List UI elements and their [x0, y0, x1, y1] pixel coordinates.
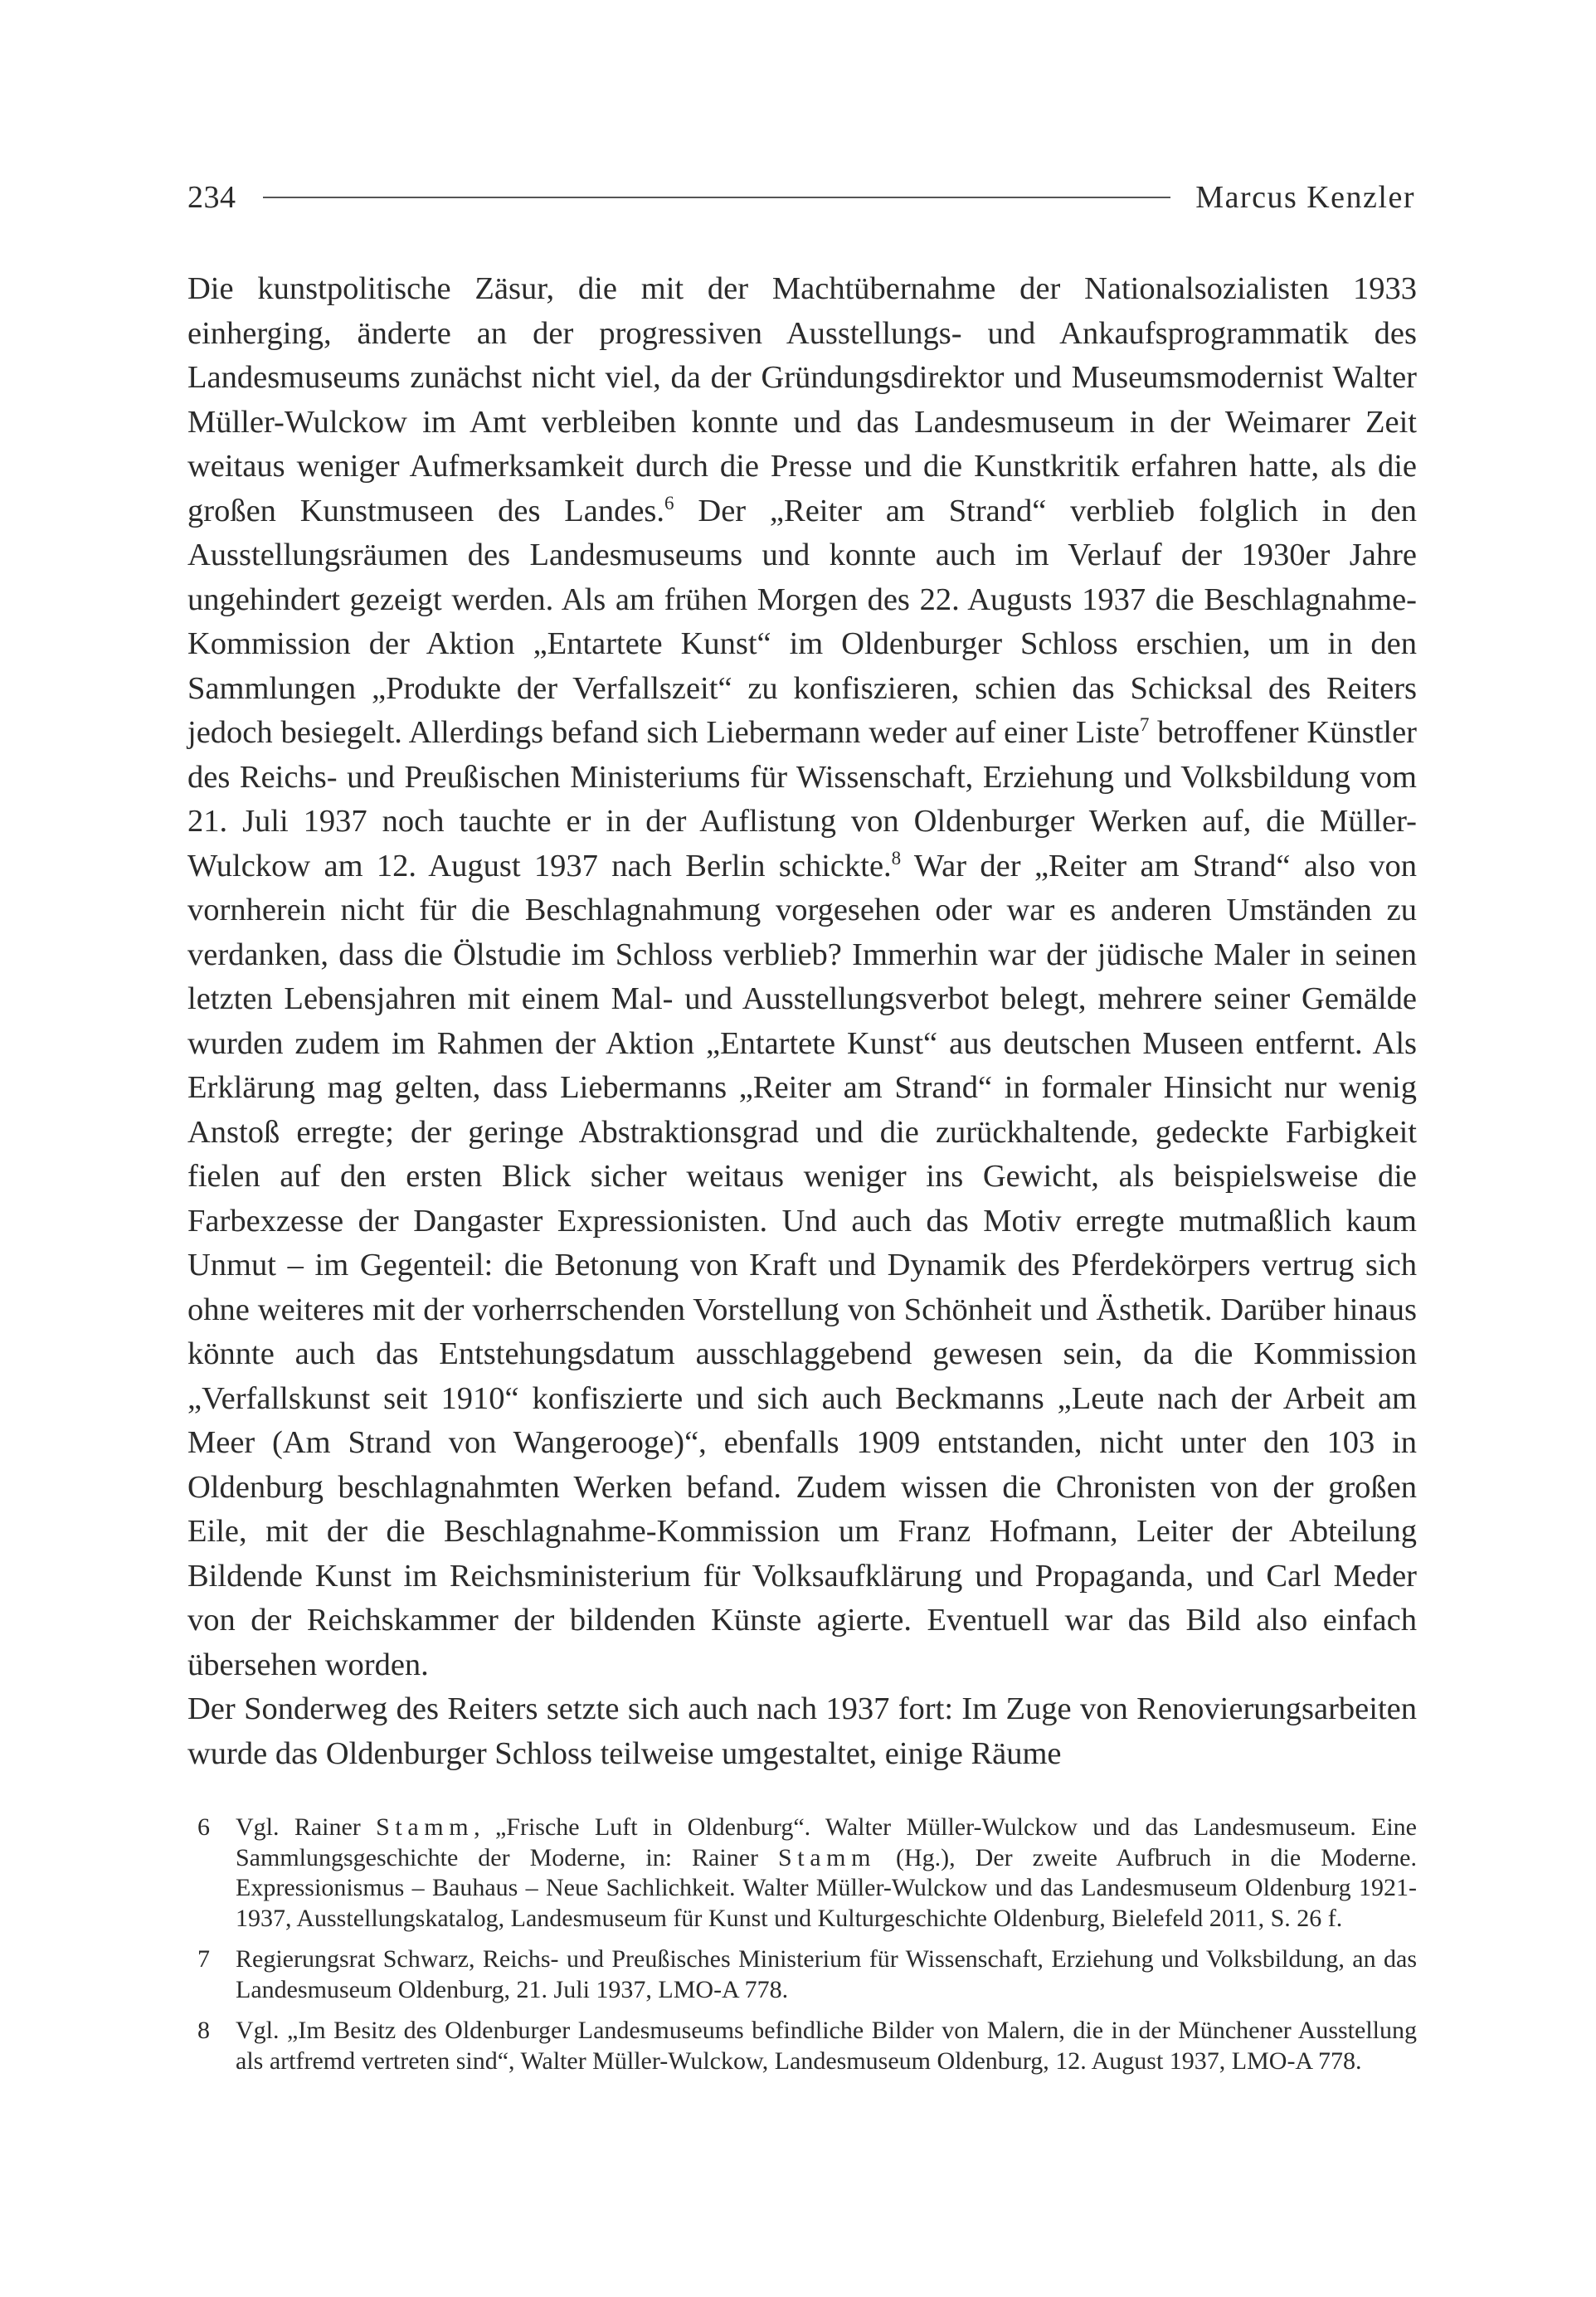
- running-head-author: Marcus Kenzler: [1195, 180, 1415, 215]
- header-rule: [263, 197, 1171, 198]
- text-run: War der „Reiter am Strand“ also von vornherein nicht für die Beschlagnahmung vorgesehen oder war es anderen Umständen zu verdanken, dass die Ölstudie im Schloss verblieb? Immerhin war der jüdische Maler in seinen letzten Lebensjahren mit einem Mal- und Ausstellungsverbot belegt, mehrere seiner Gemälde wurden zudem im Rahmen der Aktion „Entartete Kunst“ aus deutschen Museen entfernt. Als Erklärung mag gelten, dass Liebermanns „Reiter am Strand“ in formaler Hinsicht nur wenig Anstoß erregte; der geringe Abstraktionsgrad und die zurückhaltende, gedeckte Farbigkeit fielen auf den ersten Blick sicher weitaus weniger ins Gewicht, als beispielsweise die Farbexzesse der Dangaster Expressionisten. Und auch das Motiv erregte mutmaßlich kaum Unmut – im Gegenteil: die Betonung von Kraft und Dynamik des Pferdekörpers vertrug sich ohne weiteres mit der vorherrschenden Vorstellung von Schönheit und Ästhetik. Darüber hinaus könnte auch das Entstehungsdatum ausschlaggebend gewesen sein, da die Kommission „Verfallskunst seit 1910“ konfiszierte und sich auch Beckmanns „Leute nach der Arbeit am Meer (Am Strand von Wangerooge)“, ebenfalls 1909 entstanden, nicht unter den 103 in Oldenburg beschlagnahmten Werken befand. Zudem wissen die Chronisten von der großen Eile, mit der die Beschlagnahme-Kommission um Franz Hofmann, Leiter der Abteilung Bildende Kunst im Reichsministerium für Volksaufklärung und Propaganda, und Carl Meder von der Reichskammer der bildenden Künste agierte. Eventuell war das Bild also einfach übersehen worden.: [187, 848, 1417, 1682]
- page-number: 234: [187, 180, 236, 215]
- paragraph: [187, 267, 1417, 1687]
- footnote-text: Regierungsrat Schwarz, Reichs- und Preußisches Ministerium für Wissenschaft, Erziehung und Volksbildung, an das Landesmuseum Oldenburg, 21. Juli 1937, LMO-A 778.: [236, 1945, 1417, 2003]
- main-text: [187, 267, 1417, 1776]
- footnote-ref: 7: [1139, 713, 1150, 736]
- text-run: Der Sonderweg des Reiters setzte sich auch nach 1937 fort: Im Zuge von Renovierungsarbeiten wurde das Oldenburger Schloss teilweise umgestaltet, einige Räume: [187, 1691, 1417, 1771]
- footnote: [187, 2016, 1417, 2076]
- footnotes: [187, 1813, 1417, 2087]
- text-run: (Hg.), Der zweite Aufbruch in die Moderne. Expressionismus – Bauhaus – Neue Sachlichkeit. Walter Müller-Wulckow und das Landesmuseum Oldenburg 1921-1937, Ausstellungskatalog, Landesmuseum für Kunst und Kulturgeschichte Oldenburg, Bielefeld 2011, S. 26 f.: [236, 1843, 1417, 1932]
- footnote: [187, 1813, 1417, 1934]
- paragraph: [187, 1687, 1417, 1776]
- footnote-text: [236, 1813, 1417, 1934]
- author-name: Stamm: [376, 1813, 474, 1841]
- text-run: Vgl. Rainer: [236, 1813, 377, 1841]
- footnote-number: 6: [197, 1813, 210, 1841]
- text-run: Der „Reiter am Strand“ verblieb folglich in den Ausstellungsräumen des Landesmuseums und konnte auch im Verlauf der 1930er Jahre ungehindert gezeigt werden. Als am frühen Morgen des 22. Augusts 1937 die Beschlagnahme-Kommission der Aktion „Entartete Kunst“ im Oldenburger Schloss erschien, um in den Sammlungen „Produkte der Verfallszeit“ zu konfiszieren, schien das Schicksal des Reiters jedoch besiegelt. Allerdings befand sich Liebermann weder auf einer Liste: [187, 493, 1417, 750]
- footnote-ref: 6: [664, 491, 674, 513]
- footnote: [187, 1944, 1417, 2005]
- footnote-ref: 8: [891, 846, 902, 869]
- footnote-number: 7: [197, 1945, 210, 1973]
- text-run: Die kunstpolitische Zäsur, die mit der Machtübernahme der Nationalsozialisten 1933 einherging, änderte an der progressiven Ausstellungs- und Ankaufsprogrammatik des Landesmuseums zunächst nicht viel, da der Gründungsdirektor und Museumsmodernist Walter Müller-Wulckow im Amt verbleiben konnte und das Landesmuseum in der Weimarer Zeit weitaus weniger Aufmerksamkeit durch die Presse und die Kunstkritik erfahren hatte, als die großen Kunstmuseen des Landes.: [187, 271, 1417, 528]
- footnote-number: 8: [197, 2017, 210, 2044]
- page-header: [187, 173, 1415, 222]
- footnote-text: Vgl. „Im Besitz des Oldenburger Landesmuseums befindliche Bilder von Malern, die in der Münchener Ausstellung als artfremd vertreten sind“, Walter Müller-Wulckow, Landesmuseum Oldenburg, 12. August 1937, LMO-A 778.: [236, 2017, 1417, 2075]
- author-name: Stamm: [778, 1843, 877, 1871]
- text-run: betroffener Künstler des Reichs- und Preußischen Ministeriums für Wissenschaft, Erziehung und Volksbildung vom 21. Juli 1937 noch tauchte er in der Auflistung von Oldenburger Werken auf, die Müller-Wulckow am 12. August 1937 nach Berlin schickte.: [187, 715, 1418, 883]
- text-run: , „Frische Luft in Oldenburg“. Walter Müller-Wulckow und das Landesmuseum. Eine Sammlungsgeschichte der Moderne, in: Rainer: [236, 1813, 1417, 1871]
